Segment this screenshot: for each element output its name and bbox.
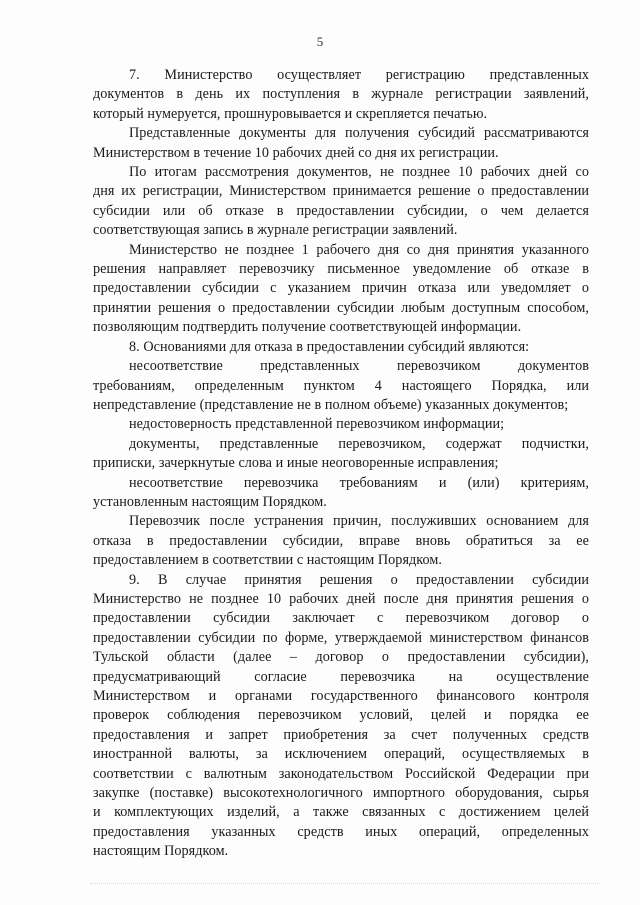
- paragraph-p8a: [93, 357, 589, 415]
- text-line: Министерством в течение 10 рабочих дней со дня их регистрации.: [93, 144, 499, 161]
- text-line: предоставлении субсидии заключает с перевозчиком договор о: [93, 610, 589, 627]
- paragraph-p7d: [93, 241, 589, 338]
- text-line: соответствии с валютным законодательством Российской Федерации при: [93, 765, 589, 782]
- text-line: предоставлении субсидии с указанием причин отказа или уведомляет о: [93, 280, 589, 297]
- text-line: 8. Основаниями для отказа в предоставлении субсидий являются:: [129, 338, 530, 355]
- text-line: требованиям, определенным пунктом 4 настоящего Порядка, или: [93, 377, 589, 394]
- text-line: предоставления и запрет приобретения за счет полученных средств: [93, 726, 589, 743]
- text-line: закупке (поставке) высокотехнологичного импортного оборудования, сырья: [93, 785, 589, 802]
- text-line: предоставлении субсидии по форме, утверждаемой министерством финансов: [93, 629, 589, 646]
- text-line: Перевозчик после устранения причин, послуживших основанием для: [129, 513, 589, 530]
- paragraph-p8c: [93, 435, 589, 474]
- text-line: По итогам рассмотрения документов, не позднее 10 рабочих дней со: [129, 164, 589, 181]
- text-line: Тульской области (далее – договор о предоставлении субсидии),: [93, 649, 589, 666]
- text-line: несоответствие представленных перевозчиком документов: [129, 358, 589, 375]
- text-line: предусматривающий согласие перевозчика на осуществление: [93, 668, 589, 685]
- text-line: 9. В случае принятия решения о предоставлении субсидии: [129, 571, 589, 588]
- text-line: документы, представленные перевозчиком, содержат подчистки,: [129, 435, 589, 452]
- paragraph-p9: [93, 571, 589, 862]
- text-line: предоставления указанных средств иных операций, определенных: [93, 823, 589, 840]
- paragraph-p8b: [93, 415, 589, 434]
- paragraph-p7c: [93, 163, 589, 241]
- text-line: соответствующая запись в журнале регистрации заявлений.: [93, 222, 458, 239]
- text-line: принятии решения о предоставлении субсидии любым доступным способом,: [93, 299, 589, 316]
- text-line: иностранной валюты, за исключением операций, осуществляемых в: [93, 746, 589, 763]
- text-line: несоответствие перевозчика требованиям и (или) критериям,: [129, 474, 589, 491]
- text-line: Представленные документы для получения субсидий рассматриваются: [129, 125, 589, 142]
- text-line: дня их регистрации, Министерством принимается решение о предоставлении: [93, 183, 589, 200]
- document-body: [93, 66, 589, 862]
- text-line: недостоверность представленной перевозчиком информации;: [129, 416, 505, 433]
- text-line: проверок соблюдения перевозчиком условий, целей и порядка ее: [93, 707, 589, 724]
- paragraph-p8d: [93, 474, 589, 513]
- text-line: позволяющим подтвердить получение соответствующей информации.: [93, 319, 522, 336]
- paragraph-p7: [93, 66, 589, 124]
- text-line: приписки, зачеркнутые слова и иные неоговоренные исправления;: [93, 455, 499, 472]
- text-line: предоставлением в соответствии с настоящим Порядком.: [93, 552, 443, 569]
- text-line: который нумеруется, прошнуровывается и скрепляется печатью.: [93, 105, 488, 122]
- text-line: настоящим Порядком.: [93, 843, 229, 860]
- page-number: 5: [316, 34, 324, 49]
- text-line: установленным настоящим Порядком.: [93, 493, 327, 510]
- text-line: отказа в предоставлении субсидии, вправе вновь обратиться за ее: [93, 532, 589, 549]
- text-line: решения направляет перевозчику письменное уведомление об отказе в: [93, 261, 589, 278]
- text-line: документов в день их поступления в журнале регистрации заявлений,: [93, 86, 589, 103]
- text-line: непредставление (представление не в полном объеме) указанных документов;: [93, 396, 569, 413]
- scan-artifact-line: [90, 883, 600, 890]
- text-line: Министерством и органами государственного финансового контроля: [93, 688, 589, 704]
- text-line: 7. Министерство осуществляет регистрацию представленных: [129, 67, 589, 83]
- paragraph-p8: [93, 338, 589, 357]
- text-line: Министерство не позднее 10 рабочих дней после дня принятия решения о: [93, 590, 589, 607]
- paragraph-p8e: [93, 512, 589, 570]
- text-line: Министерство не позднее 1 рабочего дня со дня принятия указанного: [129, 241, 589, 258]
- text-line: и комплектующих изделий, а также связанных с достижением целей: [93, 804, 589, 821]
- text-line: субсидии или об отказе в предоставлении субсидии, о чем делается: [93, 202, 589, 219]
- paragraph-p7b: [93, 124, 589, 163]
